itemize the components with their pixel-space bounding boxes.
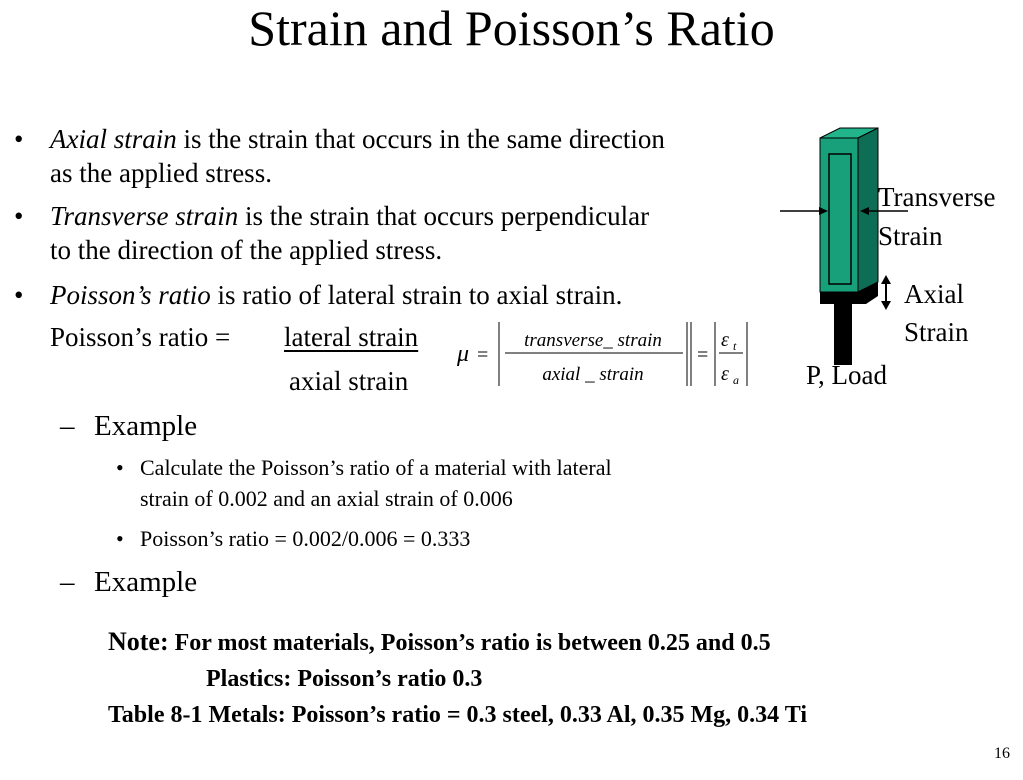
bullet-axial-strain <box>50 122 665 156</box>
ratio-label: Poisson’s ratio = <box>50 322 231 352</box>
note-line <box>108 627 771 658</box>
term-axial-strain: Axial strain <box>50 124 177 154</box>
formula-epsilon: ε <box>721 329 729 351</box>
label-axial: Axial <box>904 279 964 309</box>
specimen-diagram <box>770 120 1020 400</box>
ratio-numerator: lateral strain <box>284 322 419 352</box>
slide-title: Strain and Poisson’s Ratio <box>248 0 775 56</box>
arrowhead-icon <box>881 275 891 284</box>
label-load: P, Load <box>806 360 887 390</box>
formula-graphic <box>455 318 755 390</box>
note-label: Note: <box>108 627 169 656</box>
label-axial-strain: Strain <box>904 317 969 347</box>
bullet-marker: • <box>14 280 24 310</box>
ratio-denominator: axial strain <box>289 366 409 396</box>
specimen-load-grip <box>820 282 878 365</box>
example-question: Calculate the Poisson’s ratio of a material with lateral <box>140 455 612 480</box>
formula-equals: = <box>697 344 709 366</box>
formula-subscript-t: t <box>733 339 737 353</box>
bullet-text: is ratio of lateral strain to axial strain. <box>210 280 623 310</box>
sub-bullet-marker: • <box>116 526 124 551</box>
bullet-marker: • <box>14 124 24 154</box>
poisson-formula <box>455 318 755 390</box>
label-transverse-strain: Strain <box>878 221 943 251</box>
bullet-text-continued: to the direction of the applied stress. <box>50 235 443 265</box>
bullet-poissons-ratio <box>50 278 622 312</box>
note-metals-table: Table 8-1 Metals: Poisson’s ratio = 0.3 steel, 0.33 Al, 0.35 Mg, 0.34 Ti <box>108 702 807 728</box>
label-transverse: Transverse <box>878 182 996 212</box>
sub-bullet-marker: • <box>116 455 124 480</box>
example-heading: Example <box>94 410 198 442</box>
formula-equals: = <box>477 344 489 366</box>
bullet-text: is the strain that occurs perpendicular <box>238 201 650 231</box>
example-answer: Poisson’s ratio = 0.002/0.006 = 0.333 <box>140 526 471 551</box>
bullet-transverse-strain <box>50 199 649 233</box>
note-text: For most materials, Poisson’s ratio is between 0.25 and 0.5 <box>168 630 771 656</box>
term-transverse-strain: Transverse strain <box>50 201 239 231</box>
note-plastics: Plastics: Poisson’s ratio 0.3 <box>206 666 483 692</box>
bullet-marker: • <box>14 201 24 231</box>
example-dash: – <box>60 410 75 442</box>
bullet-text-continued: as the applied stress. <box>50 158 272 188</box>
example-heading: Example <box>94 566 198 598</box>
formula-subscript-a: a <box>733 373 739 387</box>
page-number: 16 <box>994 745 1010 762</box>
bullet-text: is the strain that occurs in the same direction <box>176 124 665 154</box>
example-dash: – <box>60 566 75 598</box>
specimen-inner-outline <box>829 154 851 284</box>
formula-denominator: axial _ strain <box>542 364 644 385</box>
formula-numerator: transverse_ strain <box>524 330 662 351</box>
formula-mu: μ <box>457 341 470 367</box>
formula-epsilon: ε <box>721 363 729 385</box>
arrowhead-icon <box>881 301 891 310</box>
term-poissons-ratio: Poisson’s ratio <box>50 280 211 310</box>
example-question-continued: strain of 0.002 and an axial strain of 0.006 <box>140 486 513 511</box>
